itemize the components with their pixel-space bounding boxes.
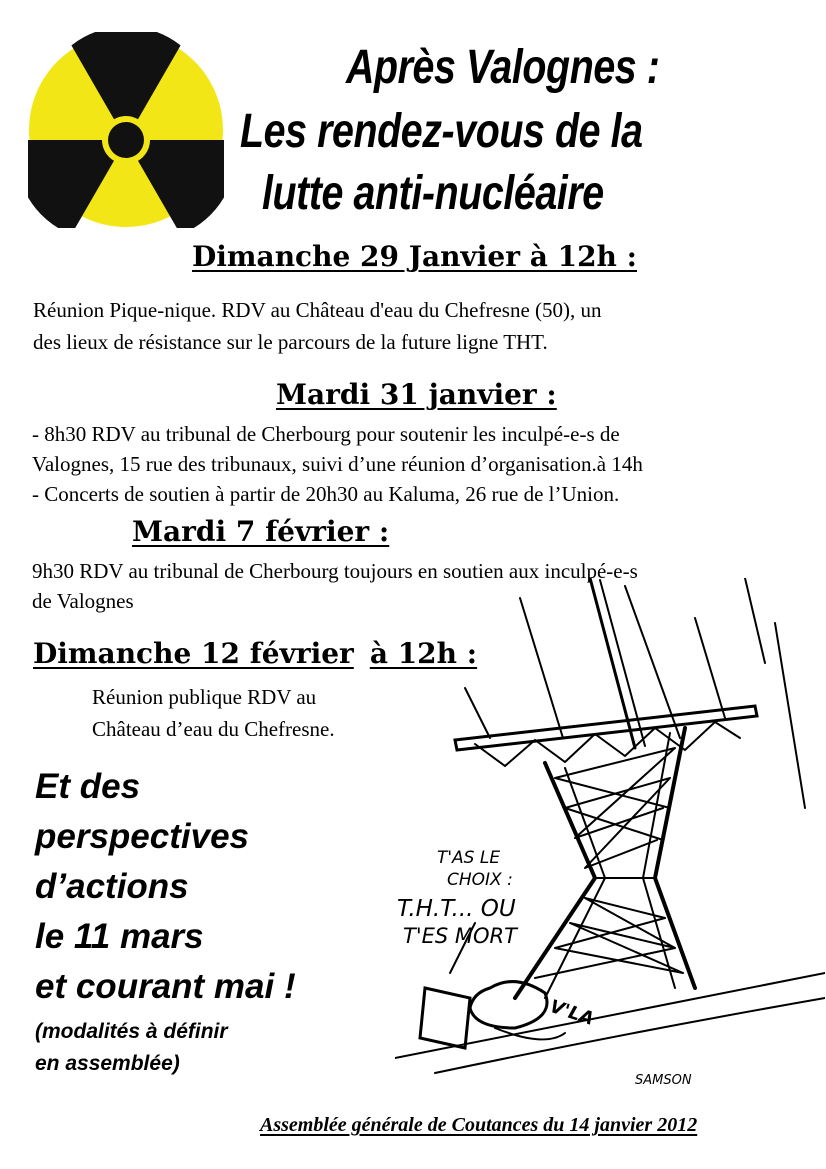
title-line-2: Les rendez-vous de la <box>240 105 643 158</box>
event-heading-3: Mardi 7 février : <box>132 515 390 548</box>
event-2-line-1: - 8h30 RDV au tribunal de Cherbourg pour soutenir les inculpé-e-s de <box>32 422 620 446</box>
cta-line-5: et courant mai ! <box>35 967 296 1006</box>
cartoon-signature: SAMSON <box>635 1073 692 1088</box>
event-1-line-2: des lieux de résistance sur le parcours de la future ligne THT. <box>33 330 548 354</box>
event-4-line-1: Réunion publique RDV au <box>92 685 317 709</box>
event-4-day: Dimanche 12 février <box>33 637 354 670</box>
event-4-line-2: Château d’eau du Chefresne. <box>92 717 335 741</box>
radiation-trefoil-icon <box>28 32 224 228</box>
cartoon-speech-line-2: CHOIX : <box>447 870 513 890</box>
event-2-line-3: - Concerts de soutien à partir de 20h30 au Kaluma, 26 rue de l’Union. <box>32 482 620 506</box>
cartoon-shout: V'LA <box>547 995 597 1030</box>
title-line-1: Après Valognes : <box>346 41 660 94</box>
cartoon-speech-line-3: T.H.T... OU <box>397 896 516 922</box>
cta-note <box>35 1016 335 1080</box>
event-heading-1: Dimanche 29 Janvier à 12h : <box>192 240 637 273</box>
cta-line-2: perspectives <box>35 817 250 856</box>
event-4-time: à 12h : <box>369 637 478 670</box>
event-heading-2: Mardi 31 janvier : <box>276 378 557 411</box>
event-3-line-1: 9h30 RDV au tribunal de Cherbourg toujours en soutien aux inculpé-e-s <box>32 559 638 583</box>
cta-note-line-2: en assemblée) <box>35 1052 180 1075</box>
event-2-line-2: Valognes, 15 rue des tribunaux, suivi d’une réunion d’organisation.à 14h <box>32 452 643 476</box>
footer-assembly-note: Assemblée générale de Coutances du 14 janvier 2012 <box>260 1114 698 1136</box>
event-body-2 <box>32 419 822 509</box>
cartoon-speech-line-4: T'ES MORT <box>403 924 517 948</box>
event-1-line-1: Réunion Pique-nique. RDV au Château d'eau du Chefresne (50), un <box>33 298 602 322</box>
pylon-cartoon-illustration <box>395 578 825 1098</box>
cta-line-4: le 11 mars <box>35 917 204 956</box>
title-line-3: lutte anti-nucléaire <box>262 167 604 220</box>
cta-line-1: Et des <box>35 767 141 806</box>
cta-note-line-1: (modalités à définir <box>35 1020 228 1043</box>
call-to-action <box>35 762 415 1012</box>
cartoon-speech-line-1: T'AS LE <box>437 848 501 868</box>
event-body-1 <box>33 294 813 358</box>
event-3-line-2: de Valognes <box>32 589 134 613</box>
cta-line-3: d’actions <box>35 867 189 906</box>
